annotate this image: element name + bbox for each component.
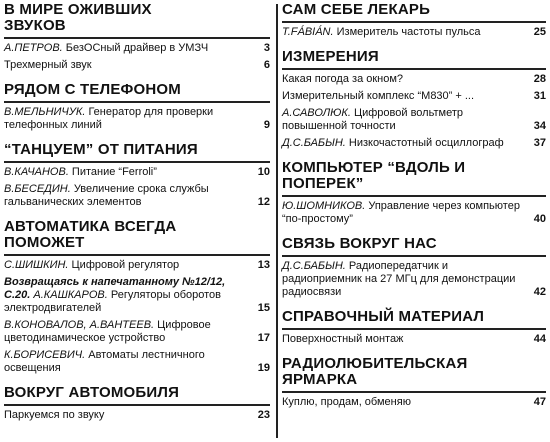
toc-entry[interactable] (4, 106, 270, 132)
entry-page: 44 (533, 333, 546, 345)
entry-page: 37 (533, 137, 546, 149)
section-divider (4, 404, 270, 406)
section-divider (4, 254, 270, 256)
entry-page: 3 (263, 42, 270, 54)
toc-entry[interactable] (4, 166, 270, 179)
entry-author: В.КАЧАНОВ. (4, 166, 69, 178)
section-radio-link (282, 234, 546, 299)
entry-text: БезОСный драйвер в УМЗЧ (62, 42, 209, 54)
section-computer (282, 158, 546, 226)
toc-entry[interactable] (4, 259, 270, 272)
entry-page: 12 (257, 196, 270, 208)
entry-text: Управление через компьютер “по-простому” (282, 200, 520, 225)
entry-text: Паркуемся по звуку (4, 409, 105, 421)
section-medic (282, 0, 546, 39)
toc-entry[interactable] (4, 183, 270, 209)
entry-page: 19 (257, 362, 270, 374)
entry-page: 23 (257, 409, 270, 421)
section-power (4, 140, 270, 209)
entry-page: 31 (533, 90, 546, 102)
toc-entry[interactable] (282, 26, 546, 39)
entry-text: Трехмерный звук (4, 59, 92, 71)
entry-text: Цифровой регулятор (68, 259, 180, 271)
entry-page: 34 (533, 120, 546, 132)
entry-text: Автоматы лестничного освещения (4, 349, 205, 374)
entry-page: 15 (257, 302, 270, 314)
section-divider (282, 68, 546, 70)
section-title: РЯДОМ С ТЕЛЕФОНОМ (4, 81, 181, 98)
toc-entry[interactable] (4, 59, 270, 72)
toc-entry[interactable] (282, 107, 546, 133)
section-divider (282, 21, 546, 23)
toc-entry[interactable] (282, 73, 546, 86)
entry-author: А.САВОЛЮК. (282, 107, 351, 119)
section-title: СВЯЗЬ ВОКРУГ НАС (282, 235, 437, 252)
entry-text: Радиопередатчик и радиоприемник на 27 МГц для демонстрации радиосвязи (282, 260, 516, 298)
section-measurements (282, 47, 546, 150)
entry-note: Возвращаясь к напечатанному №12/12, С.20. (4, 276, 226, 301)
section-title: СПРАВОЧНЫЙ МАТЕРИАЛ (282, 308, 485, 325)
entry-author: В.МЕЛЬНИЧУК. (4, 106, 86, 118)
entry-text: Цифровое цветодинамическое устройство (4, 319, 211, 344)
entry-text: Генератор для проверки телефонных линий (4, 106, 214, 131)
column-divider (276, 4, 278, 438)
entry-text: Какая погода за окном? (282, 73, 404, 85)
entry-author: Д.С.БАБЫН. (282, 260, 346, 272)
entry-text: Увеличение срока службы гальванических элементов (4, 183, 209, 208)
toc-entry[interactable] (4, 276, 270, 315)
toc-entry[interactable] (4, 349, 270, 375)
entry-page: 9 (263, 119, 270, 131)
entry-page: 13 (257, 259, 270, 271)
entry-text: Питание “Ferroli” (68, 166, 157, 178)
section-title: РАДИОЛЮБИТЕЛЬСКАЯ ЯРМАРКА (282, 355, 468, 388)
section-divider (4, 161, 270, 163)
entry-author: В.БЕСЕДИН. (4, 183, 71, 195)
section-divider (282, 391, 546, 393)
entry-author: А.КАШКАРОВ. (30, 289, 108, 301)
toc-entry[interactable] (4, 42, 270, 55)
entry-page: 42 (533, 286, 546, 298)
section-title: ИЗМЕРЕНИЯ (282, 48, 379, 65)
toc-entry[interactable] (282, 260, 546, 299)
left-column (4, 0, 270, 426)
section-title: КОМПЬЮТЕР “ВДОЛЬ И ПОПЕРЕК” (282, 159, 466, 192)
section-car (4, 383, 270, 422)
right-column (282, 0, 546, 413)
section-title: АВТОМАТИКА ВСЕГДА ПОМОЖЕТ (4, 218, 177, 251)
entry-author: T.FÁBIÁN. (282, 26, 334, 38)
toc-entry[interactable] (4, 319, 270, 345)
section-divider (4, 37, 270, 39)
entry-text: Куплю, продам, обменяю (282, 396, 411, 408)
section-divider (282, 195, 546, 197)
entry-page: 25 (533, 26, 546, 38)
section-fair (282, 354, 546, 409)
entry-author: А.ПЕТРОВ. (4, 42, 63, 54)
entry-page: 40 (533, 213, 546, 225)
entry-page: 47 (533, 396, 546, 408)
section-reference (282, 307, 546, 346)
section-telephone (4, 80, 270, 132)
entry-author: К.БОРИСЕВИЧ. (4, 349, 86, 361)
entry-page: 28 (533, 73, 546, 85)
entry-text: Регуляторы оборотов электродвигателей (4, 289, 221, 314)
entry-text: Измерительный комплекс “М830” + ... (282, 90, 475, 102)
section-title: “ТАНЦУЕМ” ОТ ПИТАНИЯ (4, 141, 198, 158)
section-title: ВОКРУГ АВТОМОБИЛЯ (4, 384, 180, 401)
section-title: САМ СЕБЕ ЛЕКАРЬ (282, 1, 431, 18)
entry-page: 17 (257, 332, 270, 344)
entry-text: Измеритель частоты пульса (333, 26, 481, 38)
entry-text: Поверхностный монтаж (282, 333, 404, 345)
section-divider (282, 255, 546, 257)
toc-entry[interactable] (282, 333, 546, 346)
toc-entry[interactable] (282, 137, 546, 150)
toc-entry[interactable] (282, 200, 546, 226)
section-sound (4, 0, 270, 72)
entry-author: С.ШИШКИН. (4, 259, 69, 271)
entry-text: Низкочастотный осциллограф (345, 137, 504, 149)
entry-author: Д.С.БАБЫН. (282, 137, 346, 149)
entry-author: В.КОНОВАЛОВ, А.ВАНТЕЕВ. (4, 319, 155, 331)
toc-entry[interactable] (4, 409, 270, 422)
section-divider (282, 328, 546, 330)
entry-page: 10 (257, 166, 270, 178)
section-title: В МИРЕ ОЖИВШИХ ЗВУКОВ (4, 1, 152, 34)
entry-page: 6 (263, 59, 270, 71)
section-divider (4, 101, 270, 103)
toc-entry[interactable] (282, 396, 546, 409)
entry-text: Цифровой вольтметр повышенной точности (282, 107, 463, 132)
section-automation (4, 217, 270, 375)
entry-author: Ю.ШОМНИКОВ. (282, 200, 366, 212)
toc-entry[interactable] (282, 90, 546, 103)
